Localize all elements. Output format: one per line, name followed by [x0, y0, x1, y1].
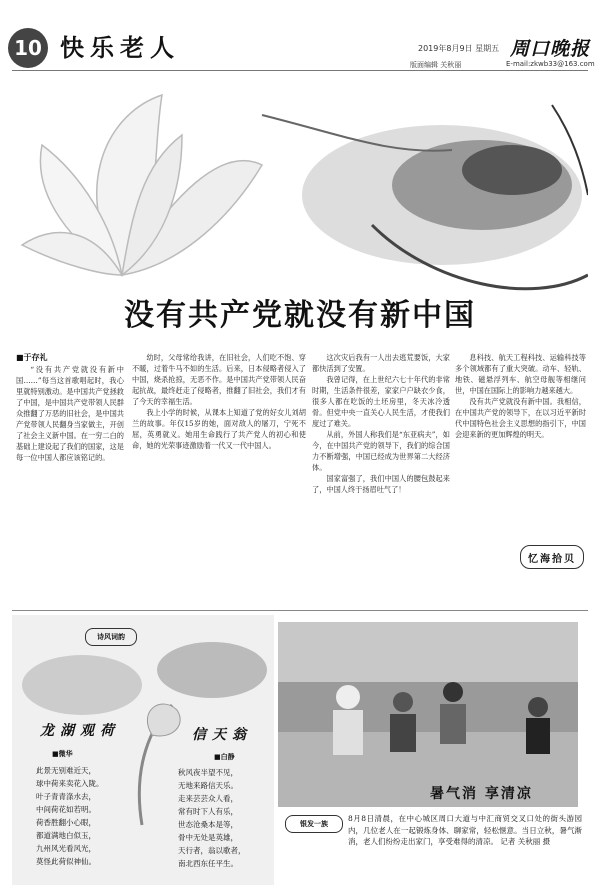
poem-author: ■白静 [214, 753, 235, 761]
column-seal: 忆海拾贝 [520, 545, 584, 569]
poem-line: 荷香胜翻小心眼， [36, 818, 96, 827]
poem-title: 龙湖观荷 [40, 723, 120, 739]
paragraph: 息科技、航天工程科技、运输科技等多个领域都有了重大突破。动车、轻轨、地铁、磁悬浮列车、航空母舰等相继问世，中国在国际上的影响力越来越大。 [455, 353, 586, 395]
newspaper-logo: 周口晚报 [510, 38, 591, 60]
header-rule [12, 70, 588, 71]
paragraph: 从前，外国人称我们是“东亚病夫”，如今，在中国共产党的领导下，我们的综合国力不断增强，中国已经成为世界第二大经济体。 [312, 430, 450, 472]
issue-date: 2019年8月9日 星期五 [418, 44, 500, 53]
poem-line: 九州风光看风光， [36, 844, 96, 853]
poem-body [36, 764, 144, 868]
paragraph: 我上小学的时候，从课本上知道了党的好女儿刘胡兰的故事。年仅15岁的她，面对敌人的屠刀，宁死不屈，英勇就义。她用生命践行了共产党人的初心和使命，她的光荣事迹激励着一代又一代中国人。 [132, 408, 306, 450]
editor-email: E-mail:zkwb33@163.com [506, 60, 595, 68]
article-column-3 [312, 352, 450, 495]
poem-title: 信天翁 [192, 727, 252, 743]
elderly-park-scene [278, 622, 578, 807]
section-divider [12, 610, 588, 611]
article-column-2 [132, 352, 306, 451]
headline: 没有共产党就没有新中国 [124, 298, 476, 333]
poem-line: 天行者，翁以歌者， [178, 846, 246, 855]
paragraph: 我曾记得，在上世纪六七十年代的非常时期，生活条件很差，家家户户缺衣少食，很多人都在吃饭的土坯房里，冬天冰冷透骨。但党中央一直关心人民生活，才使我们度过了难关。 [312, 375, 450, 428]
page-number: 10 [8, 28, 48, 68]
poem-seal: 诗风词韵 [85, 628, 137, 646]
paragraph: 这次灾后我有一人出去逃荒要饭，大家都快活到了安置。 [312, 353, 450, 373]
poem-line: 中间荷花如若明。 [36, 805, 96, 814]
poem-line: 球中荷来卖花入陇。 [36, 779, 104, 788]
poem-line: 骨中无处是英雄， [178, 833, 238, 842]
paragraph: 国家富强了，我们中国人的腰包鼓起来了，中国人终于扬眉吐气了！ [312, 474, 450, 494]
editor-credit: 版面编辑 关秋丽 [410, 61, 462, 69]
section-title: 快乐老人 [60, 33, 180, 62]
poem-line: 南北西东任平生。 [178, 859, 238, 868]
poem-line: 世态沧桑本是等， [178, 820, 238, 829]
poem-line: 此景无别难近天， [36, 766, 96, 775]
lotus-ink-painting [12, 75, 588, 310]
photo-caption: 8月8日清晨，在中心城区周口大道与中汇商贸交叉口处的街头游园内，几位老人在一起锻炼身体、聊家常，轻松惬意。当日立秋，暑气渐消，老人们纷纷走出家门，享受难得的清凉。 记者 关秋丽 摄 [348, 814, 582, 846]
poem-author: ■微华 [52, 750, 73, 758]
article-column-1 [16, 364, 124, 463]
poem-line: 叶子青青涤水去， [36, 792, 96, 801]
poem-line: 无地来路信天乐。 [178, 781, 238, 790]
poem-line: 走来芸芸众人看， [178, 794, 238, 803]
paragraph: 没有共产党就没有新中国。我相信，在中国共产党的领导下，在以习近平新时代中国特色社会主义思想的指引下，中国会迎来新的更加辉煌的明天。 [455, 397, 586, 439]
news-photo [278, 622, 578, 807]
article-author: ■于存礼 [16, 353, 48, 362]
paragraph: 幼时，父母常给我讲，在旧社会，人们吃不饱、穿不暖，过着牛马不如的生活。后来，日本侵略者侵入了中国，烧杀抢掠，无恶不作。是中国共产党带领人民奋起抗战，最终赶走了侵略者，推翻了旧社会，我们才有了今天的幸福生活。 [132, 353, 306, 406]
photo-seal: 银发一族 [285, 815, 343, 833]
poem-line: 都道满地白似玉， [36, 831, 96, 840]
poem-line: 常有时下人有乐， [178, 807, 238, 816]
poem-line: 莫怪此荷似神仙。 [36, 857, 96, 866]
poem-body [178, 766, 270, 870]
article-column-4 [455, 352, 586, 440]
poem-line: 秋风夜半望不见， [178, 768, 238, 777]
photo-title: 暑气消 享清凉 [430, 786, 533, 802]
paragraph: “没有共产党就没有新中国……”每当这首歌唱起时，我心里就特别激动。是中国共产党拯救了中国，是中国共产党带领人民群众推翻了万恶的旧社会，是中国共产党带领人民翻身当家做主，开创了社会主义新中国。在一穷二白的基础上建设起了我们的国家，这是每一位中国人都应该铭记的。 [16, 365, 124, 462]
